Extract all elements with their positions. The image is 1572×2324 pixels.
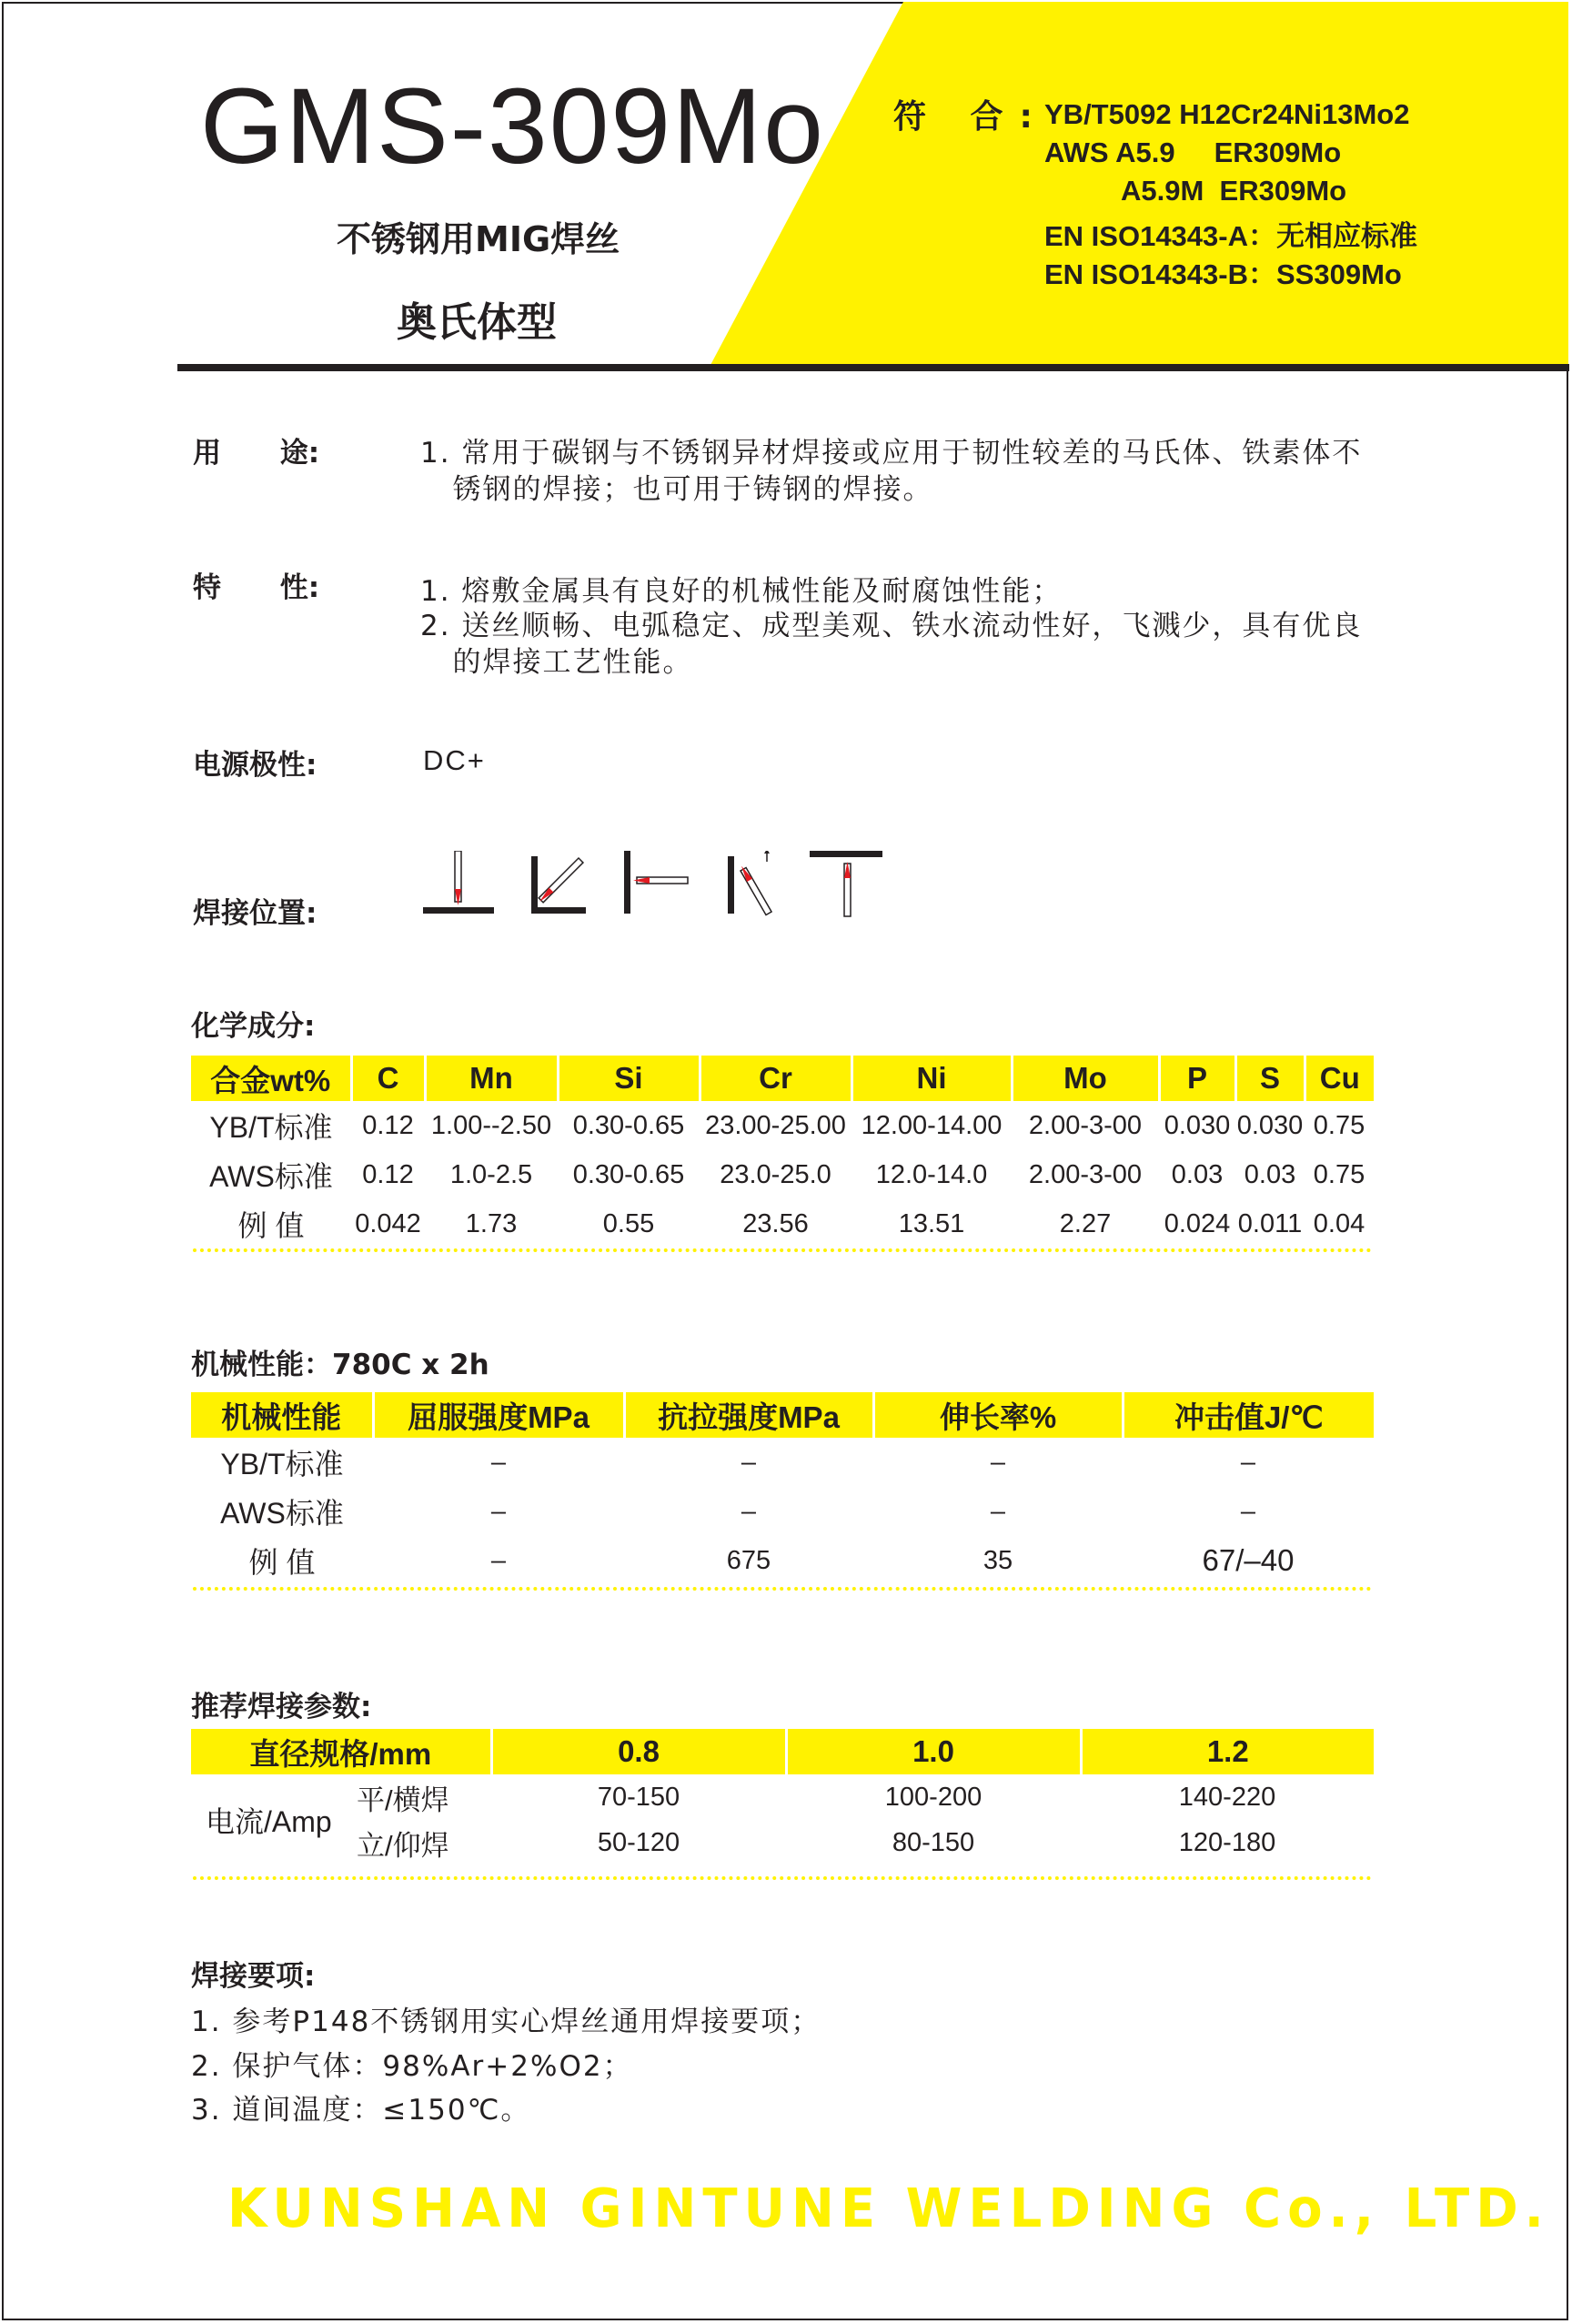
table-row: [191, 1199, 1374, 1248]
table-cell: 80-150: [892, 1827, 975, 1857]
product-type: 不锈钢用MIG焊丝: [337, 219, 620, 259]
column-header: 0.8: [491, 1729, 786, 1774]
params-table: [191, 1729, 1374, 1865]
column-header: 直径规格/mm: [191, 1729, 491, 1774]
table-header-row: [191, 1729, 1374, 1774]
table-row: [191, 1487, 1374, 1536]
standard-line: EN ISO14343-B：SS309Mo: [1044, 258, 1402, 290]
table-cell: 立/仰焊: [357, 1829, 449, 1862]
note-item: 1. 参考P148不锈钢用实心焊丝通用焊接要项；: [191, 2006, 821, 2038]
table-cell: –: [990, 1447, 1006, 1477]
feature-line: 的焊接工艺性能。: [420, 646, 693, 679]
standard-line: AWS A5.9 ER309Mo: [1044, 136, 1342, 168]
table-cell: 0.75: [1313, 1159, 1365, 1189]
standard-line: A5.9M ER309Mo: [1121, 175, 1347, 207]
table-cell: 1.0-2.5: [449, 1159, 533, 1189]
table-cell: YB/T标准: [220, 1448, 344, 1480]
positions-label: 焊接位置:: [193, 897, 317, 930]
chemical-table: [191, 1056, 1374, 1248]
table-cell: 例 值: [248, 1546, 316, 1579]
feature-line: 2. 送丝顺畅、电弧稳定、成型美观、铁水流动性好，飞溅少，具有优良: [420, 610, 1363, 642]
table-cell: 0.75: [1313, 1110, 1365, 1140]
notes-label: 焊接要项:: [191, 1960, 316, 1993]
feature-line: 1. 熔敷金属具有良好的机械性能及耐腐蚀性能；: [420, 575, 1063, 608]
standards-label: 符 合:: [893, 98, 1049, 136]
table-row: [191, 1774, 1374, 1820]
table-cell: 1.73: [465, 1208, 518, 1238]
polarity-label: 电源极性:: [193, 749, 317, 782]
column-header: 机械性能: [191, 1392, 373, 1438]
table-cell: 0.55: [602, 1208, 655, 1238]
product-title: GMS-309Mo: [200, 66, 825, 187]
column-header: 1.2: [1081, 1729, 1374, 1774]
table-cell: 2.00-3-00: [1028, 1110, 1143, 1140]
table-cell: –: [490, 1545, 507, 1575]
column-header: 合金wt%: [191, 1056, 351, 1101]
usage-line: 锈钢的焊接；也可用于铸钢的焊接。: [420, 473, 933, 506]
table-cell: –: [741, 1496, 757, 1526]
column-header: Si: [558, 1056, 700, 1101]
table-cell: 23.56: [742, 1208, 809, 1238]
table-cell: 120-180: [1178, 1827, 1276, 1857]
table-cell: 0.030: [1164, 1110, 1231, 1140]
table-cell: 675: [726, 1545, 771, 1575]
company-name: KUNSHAN GINTUNE WELDING Co., LTD.: [227, 2177, 1550, 2240]
table-cell: 67/–40: [1202, 1543, 1295, 1577]
column-header: P: [1159, 1056, 1235, 1101]
table-cell: 2.00-3-00: [1028, 1159, 1143, 1189]
table-cell: 0.30-0.65: [572, 1159, 685, 1189]
usage-line: 1. 常用于碳钢与不锈钢异材焊接或应用于韧性较差的马氏体、铁素体不: [420, 437, 1363, 470]
column-header: Ni: [852, 1056, 1012, 1101]
table-cell: 23.0-25.0: [720, 1159, 831, 1189]
table-cell: 0.03: [1171, 1159, 1224, 1189]
column-header: 伸长率%: [873, 1392, 1123, 1438]
table-cell: 0.042: [355, 1208, 421, 1238]
table-cell: –: [490, 1447, 507, 1477]
column-header: 屈服强度MPa: [373, 1392, 624, 1438]
table-cell: 0.12: [362, 1110, 414, 1140]
horizontal-fillet-icon: [531, 856, 586, 914]
chemical-label: 化学成分:: [191, 1010, 316, 1043]
product-class: 奥氏体型: [397, 299, 557, 346]
table-header-row: [191, 1392, 1374, 1438]
table-cell: 0.12: [362, 1159, 414, 1189]
table-cell: 70-150: [597, 1782, 680, 1812]
table-cell: 0.011: [1237, 1208, 1303, 1238]
params-label: 推荐焊接参数:: [191, 1691, 372, 1723]
table-cell: –: [1240, 1496, 1256, 1526]
mechanical-table: [191, 1392, 1374, 1585]
column-header: Mn: [425, 1056, 558, 1101]
table-cell: 35: [982, 1545, 1013, 1575]
note-item: 2. 保护气体：98%Ar+2%O2；: [191, 2050, 633, 2083]
table-row: [191, 1150, 1374, 1199]
welding-positions: [418, 851, 892, 924]
table-cell: –: [490, 1496, 507, 1526]
table-cell: 140-220: [1178, 1782, 1276, 1812]
table-cell: –: [741, 1447, 757, 1477]
table-row: [191, 1438, 1374, 1487]
table-cell: 12.0-14.0: [875, 1159, 988, 1189]
flat-position-icon: [423, 851, 494, 914]
table-cell: 0.04: [1313, 1208, 1365, 1238]
table-cell: 0.024: [1164, 1208, 1231, 1238]
table-cell: 例 值: [237, 1209, 305, 1242]
table-cell: –: [1240, 1447, 1256, 1477]
polarity-value: DC+: [423, 744, 486, 776]
mechanical-label: 机械性能：780C x 2h: [191, 1349, 489, 1381]
overhead-position-icon: [810, 851, 882, 916]
dotted-divider: [193, 1248, 1372, 1252]
table-cell: 23.00-25.00: [705, 1110, 846, 1140]
column-header: Cu: [1305, 1056, 1374, 1101]
standard-line: EN ISO14343-A：无相应标准: [1044, 220, 1417, 252]
dotted-divider: [193, 1876, 1372, 1880]
table-cell: 0.03: [1244, 1159, 1296, 1189]
horizontal-position-icon: [624, 851, 688, 914]
table-row: [191, 1536, 1374, 1585]
column-header: C: [351, 1056, 425, 1101]
table-row: [191, 1101, 1374, 1150]
column-header: 冲击值J/℃: [1123, 1392, 1374, 1438]
table-cell: 0.30-0.65: [572, 1110, 685, 1140]
header-rule: [177, 364, 1569, 371]
table-row: [191, 1820, 1374, 1865]
table-cell: YB/T标准: [209, 1111, 333, 1144]
table-cell: 平/横焊: [357, 1783, 449, 1816]
table-cell: 0.030: [1236, 1110, 1304, 1140]
table-cell: AWS标准: [220, 1497, 344, 1530]
dotted-divider: [193, 1587, 1372, 1591]
table-cell: 13.51: [898, 1208, 965, 1238]
vertical-up-icon: [728, 851, 771, 914]
table-cell: 2.27: [1059, 1208, 1112, 1238]
features-label: 特 性:: [193, 571, 320, 604]
note-item: 3. 道间温度：≤150℃。: [191, 2094, 531, 2127]
table-cell: 1.00--2.50: [430, 1110, 552, 1140]
column-header: Cr: [700, 1056, 852, 1101]
table-cell: 100-200: [884, 1782, 982, 1812]
column-header: Mo: [1012, 1056, 1159, 1101]
current-label: 电流/Amp: [206, 1805, 332, 1838]
column-header: 抗拉强度MPa: [624, 1392, 873, 1438]
standard-line: YB/T5092 H12Cr24Ni13Mo2: [1044, 98, 1410, 130]
table-cell: AWS标准: [209, 1160, 333, 1193]
table-cell: 50-120: [597, 1827, 680, 1857]
table-cell: 12.00-14.00: [861, 1110, 1003, 1140]
column-header: 1.0: [786, 1729, 1081, 1774]
table-cell: –: [990, 1496, 1006, 1526]
table-header-row: [191, 1056, 1374, 1101]
column-header: S: [1235, 1056, 1305, 1101]
usage-label: 用 途:: [193, 437, 320, 470]
